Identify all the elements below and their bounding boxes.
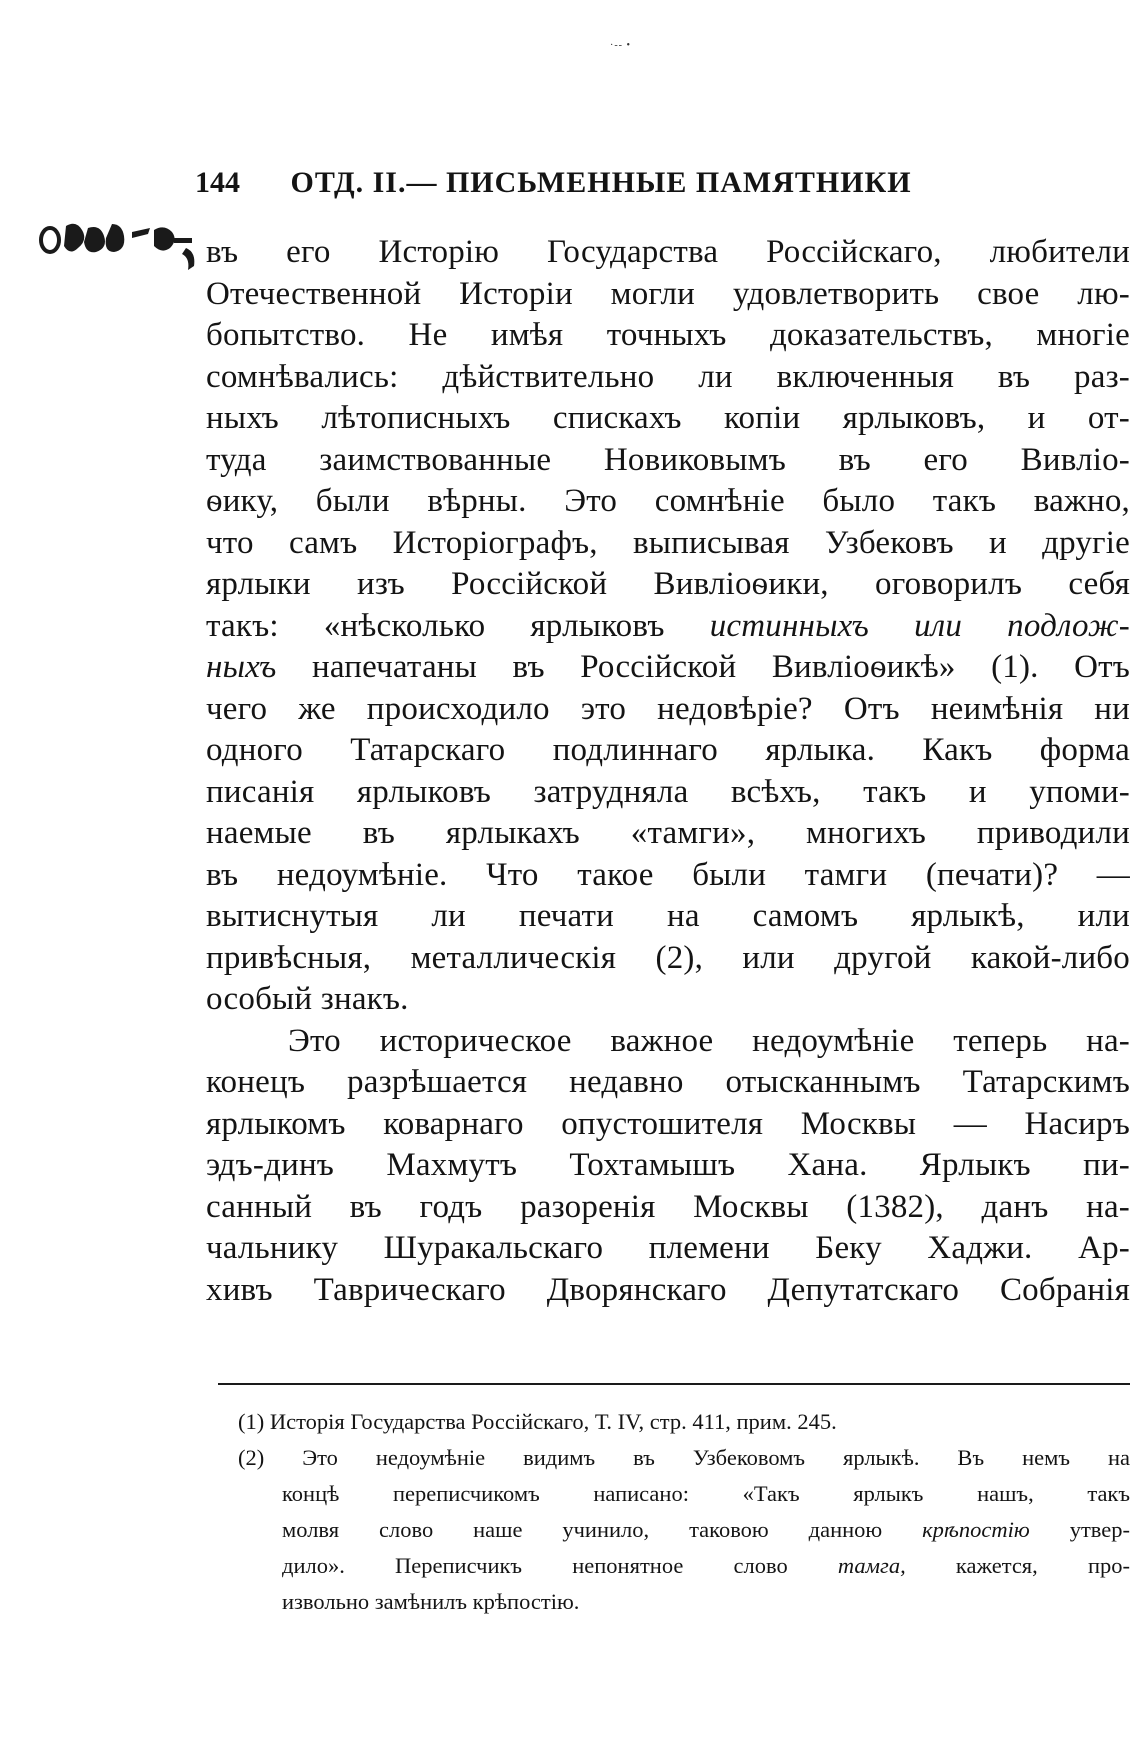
text-run: такъ: «нѣсколько ярлыковъ	[206, 607, 710, 644]
text-line: вытиснутыя ли печати на самомъ ярлыкѣ, или	[206, 898, 1130, 934]
text-line: одного Татарскаго подлиннаго ярлыка. Какъ форма	[206, 732, 1130, 768]
footnote-2-line: (2) Это недоумѣніе видимъ въ Узбековомъ ярлыкѣ. Въ немъ на	[238, 1445, 1130, 1470]
body-text	[206, 232, 1130, 1311]
footnote-2-line	[238, 1512, 1130, 1548]
footnote-2-line: концѣ переписчикомъ написано: «Такъ ярлыкъ нашъ, такъ	[282, 1481, 1130, 1506]
text-line	[206, 606, 1130, 648]
italic-run: ныхъ	[206, 649, 277, 685]
text-line: сомнѣвались: дѣйствительно ли включенныя въ раз-	[206, 358, 1130, 395]
footnote-divider	[218, 1383, 1130, 1385]
decorative-speck: ·-- •	[610, 40, 631, 51]
italic-run: истинныхъ или подлож-	[709, 607, 1130, 644]
page-number: 144	[195, 166, 240, 199]
text-line	[206, 647, 1130, 689]
text-line: конецъ разрѣшается недавно отысканнымъ Татарскимъ	[206, 1064, 1130, 1100]
text-line: привѣсныя, металлическія (2), или другой какой-либо	[206, 939, 1130, 976]
footnotes	[238, 1404, 1130, 1620]
text-line: бопытство. Не имѣя точныхъ доказательствъ, многіе	[206, 317, 1130, 353]
text-line: хивъ Таврическаго Дворянскаго Депутатскаго Собранія	[206, 1271, 1130, 1308]
text-line: ѳику, были вѣрны. Это сомнѣніе было такъ важно,	[206, 483, 1130, 519]
library-stamp	[36, 218, 216, 282]
text-run: напечатаны въ Россійской Вивліоѳикѣ» (1). Отъ	[311, 649, 1130, 685]
text-line: наемые въ ярлыкахъ «тамги», многихъ приводили	[206, 815, 1130, 851]
text-run: утвер-	[1029, 1517, 1130, 1542]
text-line: въ его Исторію Государства Россійскаго, любители	[206, 234, 1130, 270]
section-title: ОТД. II.— ПИСЬМЕННЫЕ ПАМЯТНИКИ	[290, 166, 912, 199]
text-line: санный въ годъ разоренія Москвы (1382), данъ на-	[206, 1188, 1130, 1225]
italic-run: тамга,	[837, 1553, 906, 1578]
text-line: ярлыкомъ коварнаго опустошителя Москвы — Насиръ	[206, 1105, 1130, 1142]
text-run: кажется, про-	[905, 1553, 1130, 1578]
text-line: писанія ярлыковъ затрудняла всѣхъ, такъ и упоми-	[206, 773, 1130, 810]
footnote-2-line	[238, 1548, 1130, 1584]
text-run: молвя слово наше учинило, таковою данною	[282, 1517, 923, 1542]
text-line: Отечественной Исторіи могли удовлетворить свое лю-	[206, 275, 1130, 312]
text-line: чальнику Шуракальскаго племени Беку Хаджи. Ар-	[206, 1230, 1130, 1266]
italic-run: крѣпостію	[922, 1517, 1030, 1542]
text-line: туда заимствованные Новиковымъ въ его Вивліо-	[206, 441, 1130, 478]
text-line: эдъ-динъ Махмутъ Тохтамышъ Хана. Ярлыкъ пи-	[206, 1147, 1130, 1183]
text-line: Это историческое важное недоумѣніе теперь на-	[288, 1022, 1130, 1059]
text-line: ныхъ лѣтописныхъ спискахъ копіи ярлыковъ, и от-	[206, 400, 1130, 436]
text-line: что самъ Исторіографъ, выписывая Узбековъ и другіе	[206, 524, 1130, 561]
text-run: дило». Переписчикъ непонятное слово	[282, 1553, 838, 1578]
running-head	[195, 166, 995, 206]
text-line: ярлыки изъ Россійской Вивліоѳики, оговорилъ себя	[206, 566, 1130, 602]
footnote-2-line: извольно замѣнилъ крѣпостію.	[282, 1589, 580, 1614]
text-line: особый знакъ.	[206, 981, 409, 1017]
text-line: чего же происходило это недовѣріе? Отъ неимѣнія ни	[206, 690, 1130, 727]
text-line: въ недоумѣніе. Что такое были тамги (печати)? —	[206, 856, 1130, 893]
footnote-1: (1) Исторія Государства Россійскаго, Т. IV, стр. 411, прим. 245.	[238, 1409, 837, 1434]
